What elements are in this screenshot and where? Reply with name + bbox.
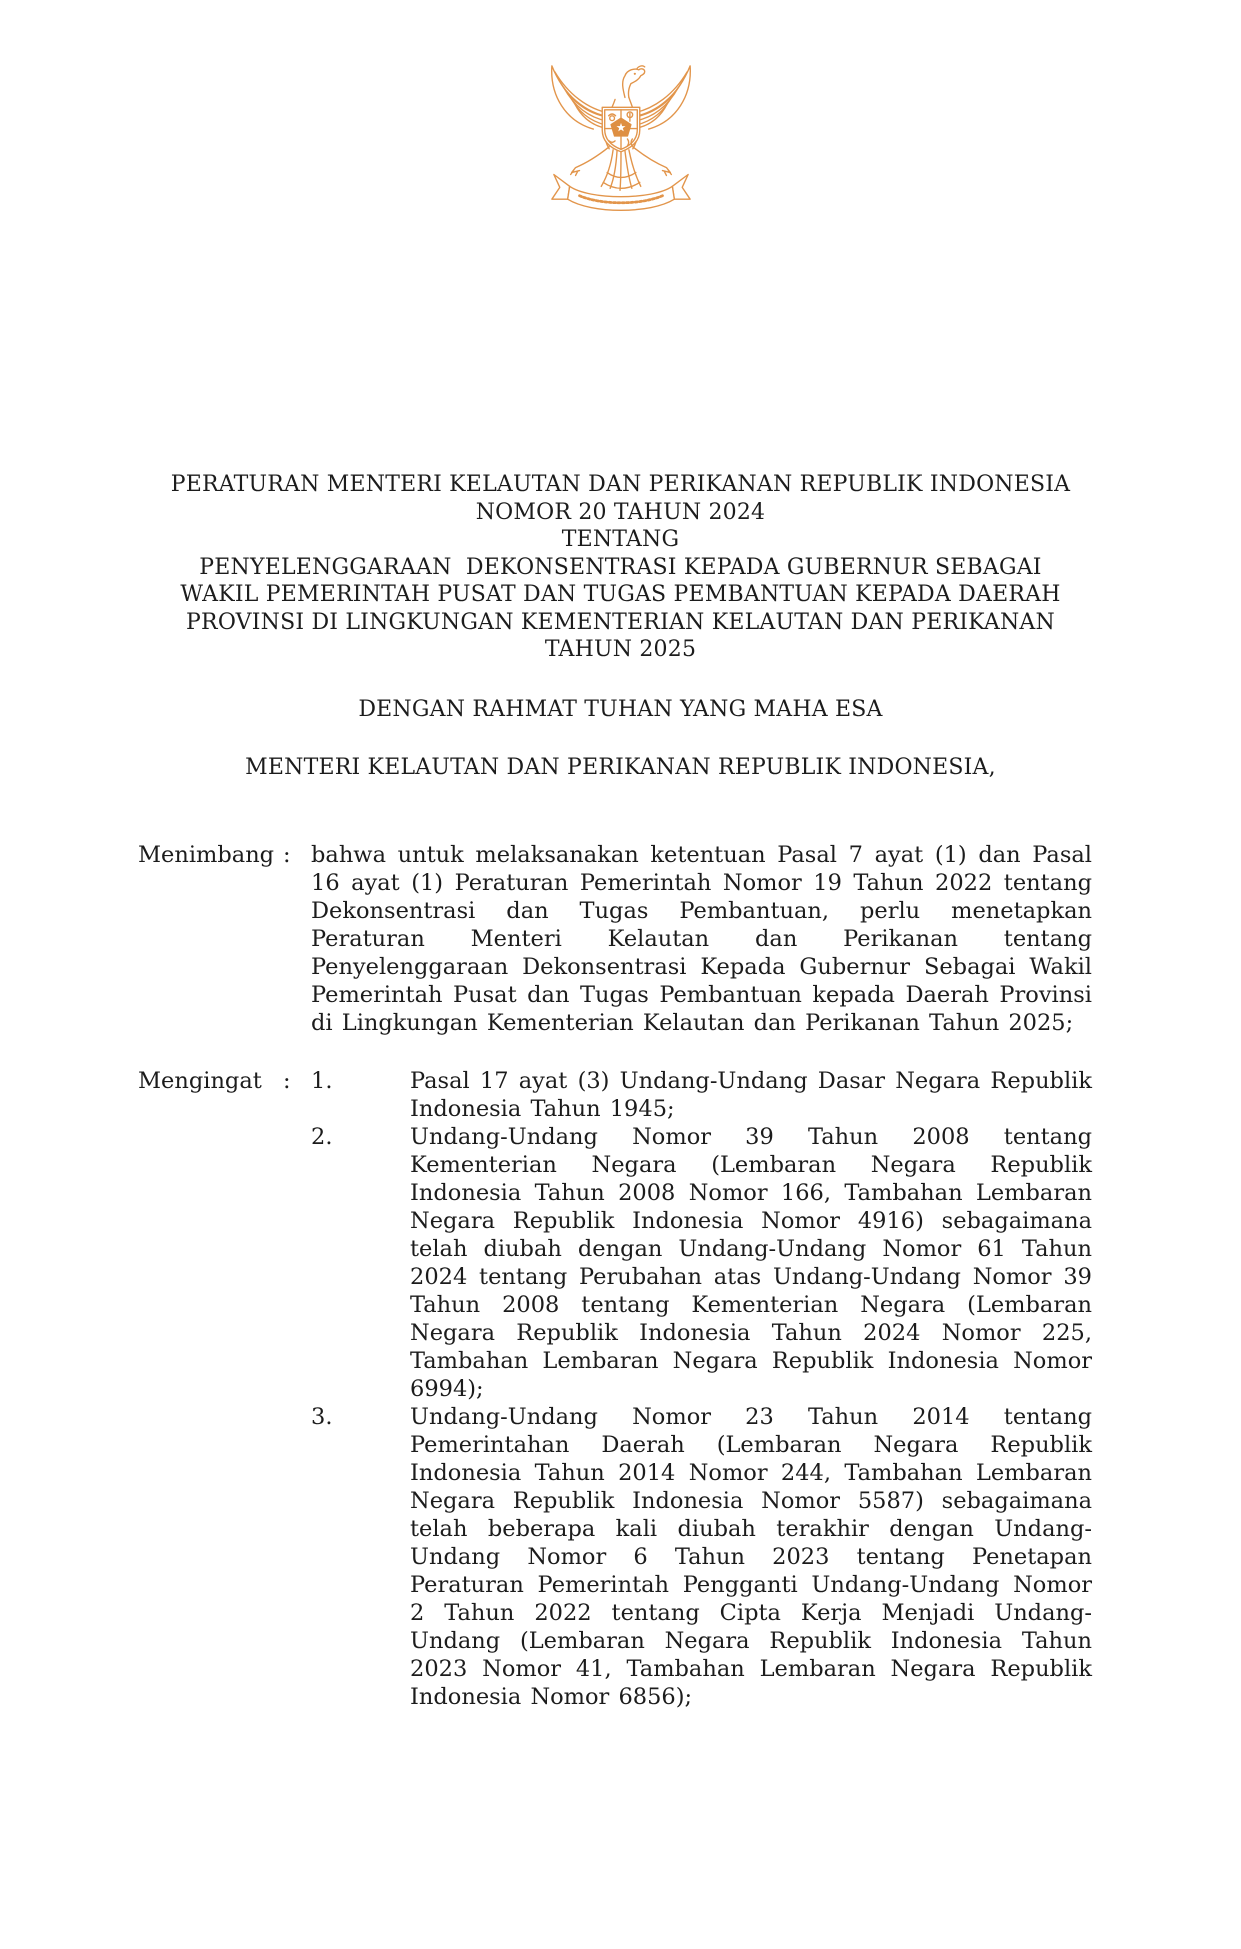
invocation-line: DENGAN RAHMAT TUHAN YANG MAHA ESA	[358, 697, 883, 722]
recalling-item-1-text: Pasal 17 ayat (3) Undang-Undang Dasar Negara Republik Indonesia Tahun 1945;	[410, 1068, 1092, 1122]
recalling-list	[311, 1067, 1092, 1711]
title-line-subject-1: PENYELENGGARAAN DEKONSENTRASI KEPADA GUBERNUR SEBAGAI	[199, 554, 1042, 580]
garuda-pancasila-icon	[542, 56, 700, 214]
considering-paragraph: bahwa untuk melaksanakan ketentuan Pasal 7 ayat (1) dan Pasal 16 ayat (1) Peraturan Pemerintah Nomor 19 Tahun 2022 tentang Dekonsentrasi dan Tugas Pembantuan, perlu menetapkan Peraturan Menteri Kelautan dan Perikanan tentang Penyelenggaraan Dekonsentrasi Kepada Gubernur Sebagai Wakil Pemerintah Pusat dan Tugas Pembantuan kepada Daerah Provinsi di Lingkungan Kementerian Kelautan dan Perikanan Tahun 2025;	[311, 842, 1092, 1036]
authority-line: MENTERI KELAUTAN DAN PERIKANAN REPUBLIK INDONESIA,	[245, 755, 996, 780]
recalling-colon: :	[283, 1068, 291, 1094]
title-line-tentang: TENTANG	[561, 527, 680, 552]
regulation-title	[110, 471, 1131, 664]
considering-label: Menimbang	[138, 842, 275, 868]
garuda-pancasila-emblem	[0, 56, 1241, 214]
recalling-item-1-number: 1.	[311, 1068, 333, 1094]
recalling-item-2-number: 2.	[311, 1124, 333, 1150]
recalling-item-2	[311, 1123, 1092, 1403]
recalling-section	[138, 1067, 1092, 1711]
recalling-item-3	[311, 1403, 1092, 1711]
recalling-item-2-text: Undang-Undang Nomor 39 Tahun 2008 tentang Kementerian Negara (Lembaran Negara Republik Indonesia Tahun 2008 Nomor 166, Tambahan Lembaran Negara Republik Indonesia Nomor 4916) sebagaimana telah diubah dengan Undang-Undang Nomor 61 Tahun 2024 tentang Perubahan atas Undang-Undang Nomor 39 Tahun 2008 tentang Kementerian Negara (Lembaran Negara Republik Indonesia Tahun 2024 Nomor 225, Tambahan Lembaran Negara Republik Indonesia Nomor 6994);	[410, 1124, 1092, 1402]
title-line-regulation: PERATURAN MENTERI KELAUTAN DAN PERIKANAN REPUBLIK INDONESIA	[170, 472, 1071, 497]
title-line-year: TAHUN 2025	[544, 637, 697, 662]
recalling-item-1	[311, 1067, 1092, 1123]
considering-colon: :	[283, 842, 291, 868]
recalling-item-3-number: 3.	[311, 1404, 333, 1430]
recalling-label: Mengingat	[138, 1068, 262, 1094]
title-line-number: NOMOR 20 TAHUN 2024	[475, 499, 766, 525]
recalling-item-3-text: Undang-Undang Nomor 23 Tahun 2014 tentang Pemerintahan Daerah (Lembaran Negara Republik Indonesia Tahun 2014 Nomor 244, Tambahan Lembaran Negara Republik Indonesia Nomor 5587) sebagaimana telah beberapa kali diubah terakhir dengan Undang-Undang Nomor 6 Tahun 2023 tentang Penetapan Peraturan Pemerintah Pengganti Undang-Undang Nomor 2 Tahun 2022 tentang Cipta Kerja Menjadi Undang-Undang (Lembaran Negara Republik Indonesia Tahun 2023 Nomor 41, Tambahan Lembaran Negara Republik Indonesia Nomor 6856);	[410, 1404, 1092, 1710]
preamble-sections	[138, 841, 1092, 1741]
title-line-subject-3: PROVINSI DI LINGKUNGAN KEMENTERIAN KELAUTAN DAN PERIKANAN	[186, 609, 1055, 635]
title-line-subject-2: WAKIL PEMERINTAH PUSAT DAN TUGAS PEMBANTUAN KEPADA DAERAH	[180, 582, 1061, 607]
considering-section	[138, 841, 1092, 1037]
